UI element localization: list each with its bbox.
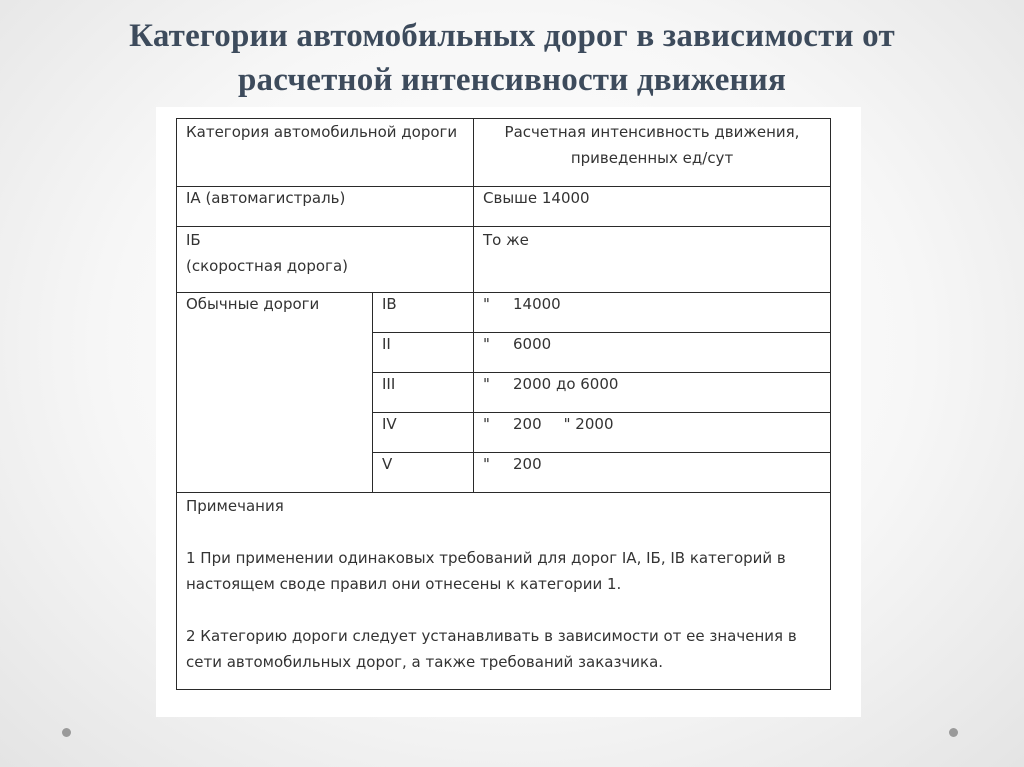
intensity-ib: То же: [474, 227, 831, 293]
slide-title-line-1: Категории автомобильных дорог в зависимости от: [129, 18, 895, 54]
intensity-regular-v: [474, 453, 831, 493]
slide-decoration-dot-left: [62, 728, 71, 737]
subcategory-iii: III: [373, 373, 474, 413]
intensity-regular-iii: [474, 373, 831, 413]
road-categories-table: [176, 118, 831, 690]
table-row: [177, 293, 831, 333]
category-ib-line-1: IБ: [186, 231, 201, 249]
intensity-value: 200: [513, 455, 542, 473]
ditto-mark: ": [483, 375, 490, 393]
header-intensity-line-1: Расчетная интенсивность движения,: [504, 123, 800, 141]
intensity-value-to: " 2000: [563, 415, 614, 433]
header-category-cell: [177, 119, 474, 187]
notes-row: [177, 493, 831, 690]
header-intensity-cell: [474, 119, 831, 187]
table-header-row: [177, 119, 831, 187]
header-category: Категория автомобильной дороги: [186, 123, 458, 141]
slide-decoration-dot-right: [949, 728, 958, 737]
intensity-regular-ib: [474, 293, 831, 333]
note-1-line-1: 1 При применении одинаковых требований для дорог IA, IБ, IB категорий в: [186, 549, 786, 567]
intensity-regular-iv: [474, 413, 831, 453]
slide-title-line-2: расчетной интенсивности движения: [237, 62, 787, 98]
ditto-mark: ": [483, 455, 490, 473]
subcategory-ib: IB: [373, 293, 474, 333]
note-2-line-1: 2 Категорию дороги следует устанавливать в зависимости от ее значения в: [186, 627, 797, 645]
ditto-mark: ": [483, 295, 490, 313]
intensity-value: 2000 до 6000: [513, 375, 619, 393]
subcategory-ii: II: [373, 333, 474, 373]
notes-cell: [177, 493, 831, 690]
note-1-line-2: настоящем своде правил они отнесены к категории 1.: [186, 575, 622, 593]
intensity-regular-ii: [474, 333, 831, 373]
regular-roads-label: Обычные дороги: [177, 293, 373, 493]
category-ib: [177, 227, 474, 293]
header-intensity-line-2: приведенных ед/сут: [570, 149, 734, 167]
note-2-line-2: сети автомобильных дорог, а также требований заказчика.: [186, 653, 664, 671]
slide-title: [40, 14, 984, 102]
intensity-value: 14000: [513, 295, 561, 313]
ditto-mark: ": [483, 335, 490, 353]
category-ia: IA (автомагистраль): [177, 187, 474, 227]
subcategory-iv: IV: [373, 413, 474, 453]
intensity-ia: Свыше 14000: [474, 187, 831, 227]
note-2: [186, 623, 821, 675]
category-ib-line-2: (скоростная дорога): [186, 257, 348, 275]
ditto-mark: ": [483, 415, 490, 433]
notes-heading: Примечания: [186, 497, 284, 515]
table-row: [177, 227, 831, 293]
intensity-value: 6000: [513, 335, 552, 353]
note-1: [186, 545, 821, 597]
table-row: [177, 187, 831, 227]
intensity-value-from: 200: [513, 415, 542, 433]
subcategory-v: V: [373, 453, 474, 493]
